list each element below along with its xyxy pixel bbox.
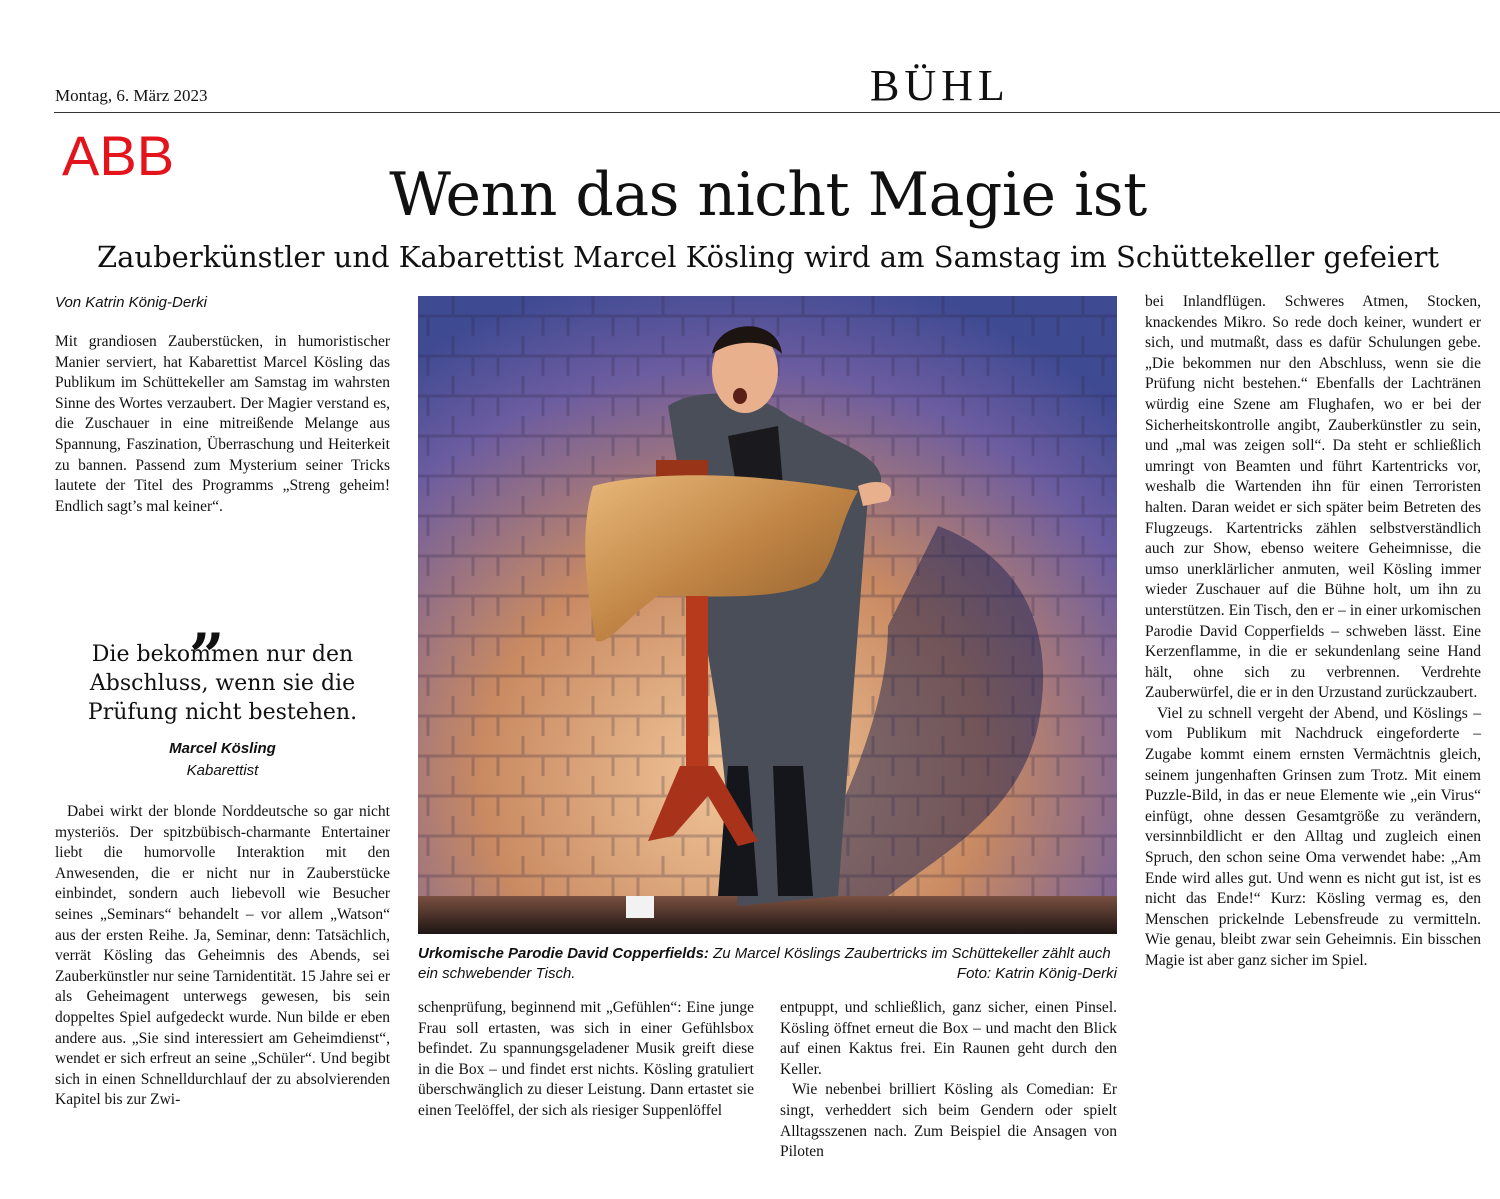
abb-logo: ABB bbox=[62, 124, 175, 187]
article-photo bbox=[418, 296, 1117, 934]
subheadline: Zauberkünstler und Kabarettist Marcel Kösling wird am Samstag im Schüttekeller gefeiert bbox=[96, 240, 1439, 274]
column-4-paragraph-2: Viel zu schnell vergeht der Abend, und Köslings – vom Publikum mit Nachdruck eingeforderte – Zugabe kommt einem ernsten Vermächtnis gleich, seinem jungenhaften Grinsen zum Trotz. Mit einem Puzzle-Bild, in das er neue Elemente wie „ein Virus“ einfügt, ohne dessen Gesamtgröße zu verändern, versinnbildlicht er den Alltag und zugleich einen Spruch, den schon seine Oma verwendet habe: „Am Ende wird alles gut. Und wenn es nicht gut ist, ist es nicht das Ende!“ Kurz: Kösling vermag es, den Menschen prickelnde Lebensfreude zu vermitteln. Wie genau, bleibt zwar sein Geheimnis. Ein bisschen Magie ist aber ganz sicher im Spiel. bbox=[1145, 704, 1481, 969]
issue-date: Montag, 6. März 2023 bbox=[55, 86, 208, 105]
column-1-text: Dabei wirkt der blonde Norddeutsche so gar nicht mysteriös. Der spitzbübisch-charmante Entertainer liebt die humorvolle Interaktion mit den Anwesenden, die er nicht nur in Zauberstücke einbindet, sondern auch liebevoll wie Besucher seines „Seminars“ behandelt – vor allem „Watson“ aus der ersten Reihe. Ja, Seminar, denn: Tatsächlich, verrät Kösling das Geheimnis des Abends, sei Zauberkünstler nur seine Tarnidentität. 15 Jahre sei er als Geheimagent unterwegs gewesen, bis sein doppeltes Spiel aufgedeckt wurde. Nun bilde er eben andere aus. „Sie sind interessiert am Geheimdienst“, wendet er sich erfreut an seine „Schüler“. Und begibt sich in einen Schnelldurchlauf der zu absolvierenden Kapitel bis zur Zwi- bbox=[55, 803, 390, 1109]
column-2-text: schenprüfung, beginnend mit „Gefühlen“: Eine junge Frau soll ertasten, was sich in einer Gefühlsbox befindet. Zu spannungsgeladener Musik greift diese in die Box – und findet erst nichts. Kösling gratuliert überschwänglich zu dieser Leistung. Dann ertastet sie einen Teelöffel, der sich als riesiger Suppenlöffel bbox=[418, 999, 754, 1119]
headline: Wenn das nicht Magie ist bbox=[389, 160, 1147, 230]
header-rule bbox=[54, 112, 1500, 113]
section-title: BÜHL bbox=[870, 61, 1010, 110]
column-2-body bbox=[418, 998, 754, 1122]
quote-author: Marcel Kösling bbox=[169, 740, 276, 757]
column-3-body bbox=[780, 998, 1117, 1163]
intro-text: Mit grandiosen Zauberstücken, in humoristischer Manier serviert, hat Kabarettist Marcel Kösling das Publikum im Schüttekeller am Samstag im wahrsten Sinne des Wortes verzaubert. Der Magier verstand es, die Zuschauer in eine mitreißende Melange aus Spannung, Faszination, Überraschung und Heiterkeit zu bannen. Passend zum Mysterium seiner Tricks lautete der Titel des Programms „Streng geheim! Endlich sagt’s mal keiner“. bbox=[55, 333, 390, 515]
magician-photo-illustration bbox=[418, 296, 1117, 934]
quote-author-role: Kabarettist bbox=[186, 762, 259, 779]
caption-lead: Urkomische Parodie David Copperfields: bbox=[418, 945, 709, 962]
column-4-body bbox=[1145, 292, 1481, 972]
pull-quote: Die bekommen nur den Abschluss, wenn sie die Prüfung nicht bestehen. bbox=[87, 642, 358, 725]
column-3-paragraph-1: entpuppt, und schließlich, ganz sicher, einen Pinsel. Kösling öffnet erneut die Box – und macht den Blick auf einen Kaktus frei. Ein Raunen geht durch den Keller. bbox=[780, 999, 1117, 1078]
photo-credit: Foto: Katrin König-Derki bbox=[956, 965, 1117, 982]
intro-paragraph bbox=[55, 332, 390, 517]
column-4-paragraph-1: bei Inlandflügen. Schweres Atmen, Stocken, knackendes Mikro. So rede doch keiner, wundert er sich, und mutmaßt, dass es dafür Schulungen gebe. „Die bekommen nur den Abschluss, wenn sie die Prüfung nicht bestehen.“ Ebenfalls der Lachtränen würdig eine Szene am Flughafen, wo er bei der Sicherheitskontrolle angibt, Zauberkünstler zu sein, und „mal was zeigen soll“. Da steht er schließlich umringt von Beamten und führt Kartentricks vor, weshalb die Wartenden ihn für einen Terroristen halten. Daran weidet er sich später beim Betreten des Flugzeugs. Kartentricks zählen selbstverständlich auch zur Show, ebenso weitere Geheimnisse, die umso unerklärlicher anmuten, weil Kösling immer wieder Zuschauer auf die Bühne holt, um ihn zu unterstützen. Ein Tisch, den er – in einer urkomischen Parodie David Copperfields – schweben lässt. Eine Kerzenflamme, in die er sekundenlang seine Hand hält, ohne sich zu verbrennen. Verdrehte Zauberwürfel, die er in den Urzustand zurückzaubert. bbox=[1145, 293, 1481, 702]
column-1-body bbox=[55, 802, 390, 1111]
byline: Von Katrin König-Derki bbox=[55, 294, 208, 311]
caption-text: Zu Marcel Köslings Zaubertricks im Schüttekeller zählt auch ein schwebender Tisch. bbox=[418, 945, 1111, 982]
column-3-paragraph-2: Wie nebenbei brilliert Kösling als Comedian: Er singt, verheddert sich beim Gendern oder spielt Alltagsszenen nach. Zum Beispiel die Ansagen von Piloten bbox=[780, 1081, 1117, 1161]
photo-caption bbox=[418, 944, 1117, 984]
quote-mark: „ bbox=[190, 584, 226, 657]
